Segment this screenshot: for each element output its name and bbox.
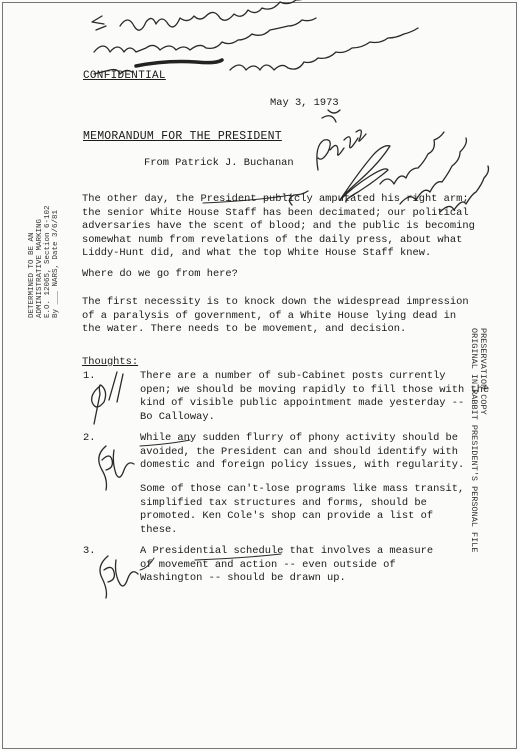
- text-line: the water. There needs to be movement, and decision.: [82, 323, 407, 336]
- text-line: A Presidential schedule that involves a measure: [140, 545, 434, 557]
- paragraph-1: [82, 193, 475, 261]
- memo-title: MEMORANDUM FOR THE PRESIDENT: [83, 130, 282, 143]
- text-line: of a paralysis of government, of a White House lying dead in: [82, 309, 457, 322]
- text-line: adversaries have the scent of blood; and the public is becoming: [82, 220, 475, 233]
- preservation-stamp: [469, 328, 487, 552]
- text-line: promoted. Ken Cole's shop can provide a list of: [140, 510, 434, 523]
- text-line: these.: [140, 523, 178, 536]
- paragraph-2: Where do we go from here?: [82, 268, 238, 280]
- text-line: kind of visible public appointment made yesterday --: [140, 397, 465, 410]
- text-line: simplified tax structures and forms, should be: [140, 496, 427, 509]
- text-line: The other day, the President publicly amputated his right arm;: [82, 193, 469, 205]
- memo-date: May 3, 1973: [270, 97, 339, 109]
- item-number: 1.: [83, 370, 96, 382]
- stamp-line: By ___ NARS, Date 3/6/81: [52, 209, 60, 318]
- thoughts-heading: Thoughts:: [82, 356, 139, 368]
- item-3-text: [140, 545, 433, 586]
- text-line: The first necessity is to knock down the widespread impression: [82, 296, 469, 308]
- text-line: Some of those can't-lose programs like mass transit,: [140, 483, 465, 495]
- text-line: domestic and foreign policy issues, with regularity.: [140, 459, 465, 472]
- stamp-line: DETERMINED TO BE AN: [28, 232, 36, 318]
- text-line: of movement and action -- even outside of: [140, 558, 396, 571]
- text-line: Washington -- should be drawn up.: [140, 572, 346, 585]
- text-line: the senior White House Staff has been decimated; our political: [82, 206, 469, 219]
- item-1-text: [140, 370, 489, 424]
- stamp-line: ORIGINAL IN RABBIT PRESIDENT'S PERSONAL FILE: [469, 328, 479, 553]
- text-line: While any sudden flurry of phony activity should be: [140, 432, 459, 444]
- text-line: avoided, the President can and should identify with: [140, 445, 459, 458]
- text-line: Bo Calloway.: [140, 410, 215, 423]
- text-line: somewhat numb from revelations of the daily press, about what: [82, 233, 463, 246]
- text-line: There are a number of sub-Cabinet posts currently: [140, 370, 446, 382]
- stamp-line: ADMINISTRATIVE MARKING: [36, 218, 44, 318]
- text-line: Liddy-Hunt did, and what the top White House Staff knew.: [82, 247, 432, 260]
- memo-from: From Patrick J. Buchanan: [144, 157, 294, 169]
- stamp-line: E.O. 12065, Section 6-102: [44, 205, 52, 318]
- paragraph-3: [82, 296, 469, 337]
- item-number: 2.: [83, 432, 96, 444]
- item-2-text-continued: [140, 483, 464, 537]
- declassification-stamp: [28, 205, 60, 318]
- item-number: 3.: [83, 545, 96, 557]
- item-2-text: [140, 432, 464, 473]
- text-line: open; we should be moving rapidly to fill those with the: [140, 383, 490, 396]
- stamp-line: PRESERVATION COPY: [478, 328, 488, 415]
- classification-label: CONFIDENTIAL: [83, 70, 166, 82]
